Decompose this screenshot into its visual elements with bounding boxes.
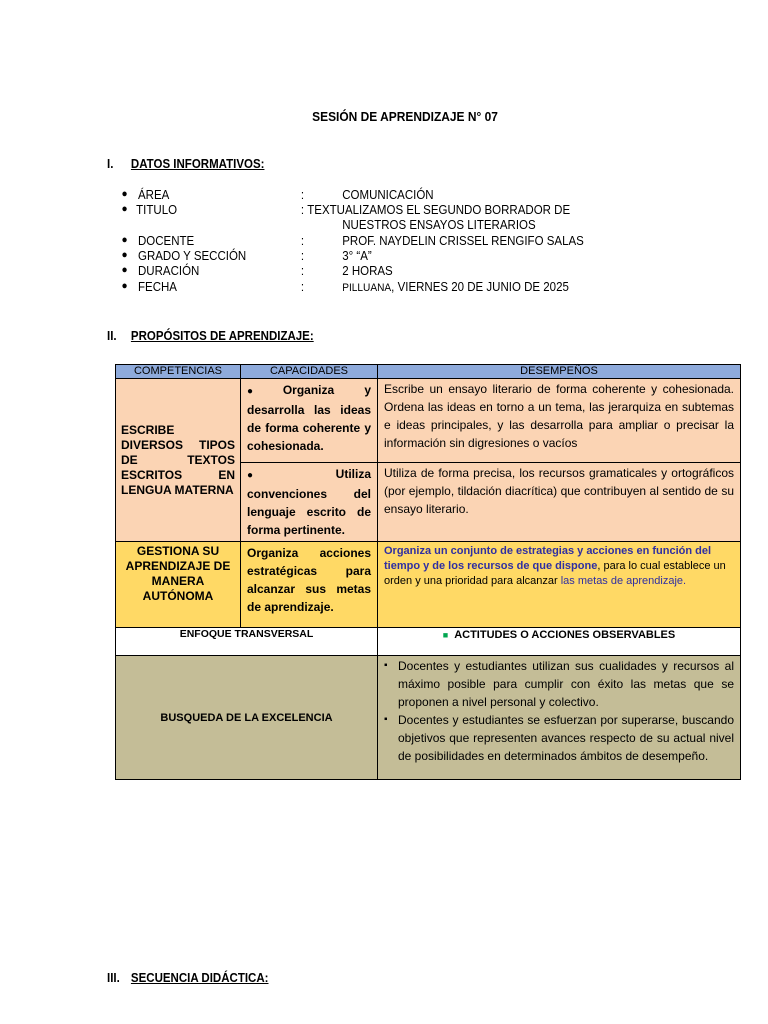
actitudes-header xyxy=(378,628,741,656)
info-colon: : xyxy=(300,188,305,202)
enfoque-header: ENFOQUE TRANSVERSAL xyxy=(116,628,378,656)
info-value xyxy=(342,280,569,294)
purposes-table xyxy=(115,364,741,780)
actitudes-list xyxy=(378,656,741,780)
info-colon: : xyxy=(300,280,305,294)
list-item: ▪ Docentes y estudiantes utilizan sus cualidades y recursos al máximo posible para cumplir con éxito las metas que se proponen a nivel personal y colectivo. xyxy=(384,657,734,711)
capacidad-text: Organiza y desarrolla las ideas de forma coherente y cohesionada. xyxy=(247,383,371,453)
actitudes-header-text: ACTITUDES O ACCIONES OBSERVABLES xyxy=(454,629,676,641)
header-desempenos: DESEMPEÑOS xyxy=(378,365,741,379)
table-row xyxy=(116,628,741,656)
desempeno-3 xyxy=(378,542,741,628)
section-1-heading xyxy=(107,157,264,171)
bullet-icon: ● xyxy=(121,280,128,292)
desempeno-3-bold: Organiza un conjunto de estrategias y acciones en función del tiempo y de los recursos de que dispone xyxy=(384,545,712,572)
table-row xyxy=(116,542,741,628)
bullet-icon: ● xyxy=(121,249,128,261)
info-value: 3° “A” xyxy=(342,249,372,263)
bullet-icon: ● xyxy=(247,470,333,481)
section-label: PROPÓSITOS DE APRENDIZAJE: xyxy=(130,329,314,343)
green-bullet-icon: ■ xyxy=(442,630,449,640)
desempeno-3-end: las metas de aprendizaje. xyxy=(560,575,687,587)
section-number: III. xyxy=(107,971,120,985)
fecha-place: PILLUANA xyxy=(342,282,392,294)
bullet-icon: ● xyxy=(247,386,280,397)
desempeno-1: Escribe un ensayo literario de forma coherente y cohesionada. Ordena las ideas en torno a un tema, las jerarquiza en subtemas e ideas principales, y las desarrolla para ampliar o precisar la información sin digresiones o vacíos xyxy=(378,379,741,463)
table-header-row xyxy=(116,365,741,379)
section-label: SECUENCIA DIDÁCTICA: xyxy=(130,971,269,985)
bullet-icon: ● xyxy=(121,188,128,200)
info-value: NUESTROS ENSAYOS LITERARIOS xyxy=(342,218,536,232)
table-row xyxy=(116,656,741,780)
bullet-icon: ● xyxy=(121,264,128,276)
info-label: FECHA xyxy=(138,280,177,294)
info-value: 2 HORAS xyxy=(342,264,393,278)
fecha-date: , VIERNES 20 DE JUNIO DE 2025 xyxy=(391,280,569,294)
info-label: DURACIÓN xyxy=(138,264,200,278)
capacidad-3: Organiza acciones estratégicas para alcanzar sus metas de aprendizaje. xyxy=(241,542,378,628)
section-number: II. xyxy=(107,329,117,343)
info-colon: : xyxy=(300,234,305,248)
bullet-icon: ● xyxy=(121,203,128,215)
capacidad-text: Utiliza convenciones del lenguaje escrito de forma pertinente. xyxy=(247,467,371,537)
header-capacidades: CAPACIDADES xyxy=(241,365,378,379)
info-value: TEXTUALIZAMOS EL SEGUNDO BORRADOR DE xyxy=(307,203,571,217)
enfoque-value: BUSQUEDA DE LA EXCELENCIA xyxy=(116,656,378,780)
section-2-heading xyxy=(107,329,314,343)
desempeno-2: Utiliza de forma precisa, los recursos gramaticales y ortográficos (por ejemplo, tildación diacrítica) que contribuyen al sentido de su ensayo literario. xyxy=(378,463,741,542)
header-competencias: COMPETENCIAS xyxy=(116,365,241,379)
competencia-2: GESTIONA SU APRENDIZAJE DE MANERA AUTÓNOMA xyxy=(116,542,241,628)
section-label: DATOS INFORMATIVOS: xyxy=(130,157,265,171)
section-number: I. xyxy=(107,157,114,171)
bullet-icon: ● xyxy=(121,234,128,246)
capacidad-1 xyxy=(241,379,378,463)
section-3-heading xyxy=(107,971,269,985)
info-colon: : xyxy=(300,249,305,263)
info-colon: : xyxy=(300,264,305,278)
capacidad-2 xyxy=(241,463,378,542)
info-label: ÁREA xyxy=(138,188,170,202)
info-colon: : xyxy=(300,203,305,217)
list-item: ▪ Docentes y estudiantes se esfuerzan por superarse, buscando objetivos que representen avances respecto de su actual nivel de posibilidades en determinados ámbitos de desempeño. xyxy=(384,711,734,765)
desempeno-3-mid: , para lo cual establece un orden y una prioridad para alcanzar xyxy=(384,560,726,587)
table-row xyxy=(116,379,741,463)
info-label: GRADO Y SECCIÓN xyxy=(138,249,247,263)
competencia-1: ESCRIBE DIVERSOS TIPOS DE TEXTOS ESCRITOS EN LENGUA MATERNA xyxy=(116,379,241,542)
session-title: SESIÓN DE APRENDIZAJE N° 07 xyxy=(312,109,498,124)
info-value: COMUNICACIÓN xyxy=(342,188,434,202)
info-label: DOCENTE xyxy=(138,234,195,248)
info-value: PROF. NAYDELIN CRISSEL RENGIFO SALAS xyxy=(342,234,584,248)
info-label: TITULO xyxy=(136,203,178,217)
